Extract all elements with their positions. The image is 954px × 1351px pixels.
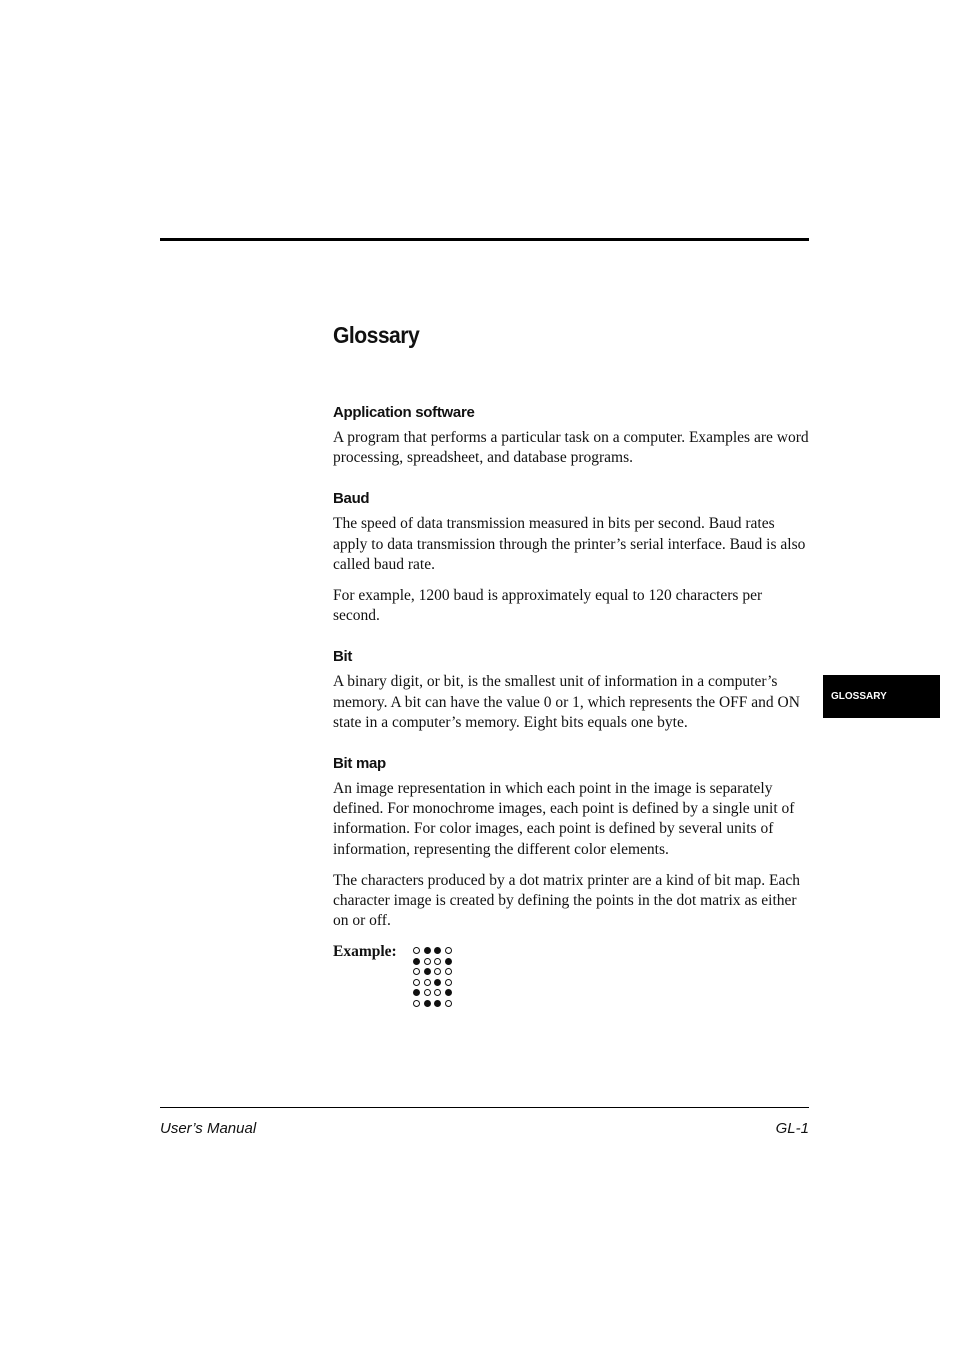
dot-off	[445, 979, 452, 986]
dot-off	[413, 947, 420, 954]
header-rule	[160, 238, 809, 241]
dot-on	[434, 947, 441, 954]
dot-on	[445, 989, 452, 996]
entry-term: Baud	[333, 490, 370, 508]
glossary-entry-bit	[333, 646, 811, 733]
entry-definition: A program that performs a particular task on a computer. Examples are word processing, spreadsheet, and database programs.	[333, 429, 809, 467]
dot-off	[445, 1000, 452, 1007]
dot-on	[445, 958, 452, 965]
entry-term: Bit map	[333, 755, 386, 773]
entry-definition: The speed of data transmission measured in bits per second. Baud rates apply to data transmission through the printer’s serial interface. Baud is also called baud rate.	[333, 515, 806, 573]
glossary-entry-baud	[333, 488, 811, 626]
glossary-content	[333, 402, 811, 1030]
dot-on	[434, 979, 441, 986]
dot-on	[424, 968, 431, 975]
example-row	[333, 942, 811, 1010]
dot-off	[434, 989, 441, 996]
section-tab-glossary: GLOSSARY	[823, 675, 940, 718]
dot-off	[413, 979, 420, 986]
dot-on	[424, 947, 431, 954]
footer-manual-title: User’s Manual	[160, 1120, 257, 1137]
entry-term: Bit	[333, 648, 353, 666]
entry-term: Application software	[333, 404, 475, 421]
dot-off	[424, 979, 431, 986]
entry-definition: A binary digit, or bit, is the smallest unit of information in a computer’s memory. A bit can have the value 0 or 1, which represents the OFF and ON state in a computer’s memory. Eight bits equals one byte.	[333, 673, 800, 731]
dot-on	[413, 989, 420, 996]
dot-off	[413, 1000, 420, 1007]
glossary-entry-bit-map	[333, 753, 811, 1010]
dot-off	[434, 958, 441, 965]
entry-definition: An image representation in which each point in the image is separately defined. For monochrome images, each point is defined by a single unit of information. For color images, each point is defined by several units of information, representing the different color elements.	[333, 780, 795, 858]
dot-off	[413, 968, 420, 975]
glossary-entry-application-software	[333, 402, 811, 468]
dot-off	[424, 989, 431, 996]
footer-rule	[160, 1107, 809, 1108]
dot-off	[434, 968, 441, 975]
dot-off	[445, 968, 452, 975]
footer-page-number: GL-1	[775, 1120, 809, 1137]
page-title: Glossary	[333, 322, 420, 348]
example-label: Example:	[333, 943, 397, 961]
entry-definition: The characters produced by a dot matrix printer are a kind of bit map. Each character image is created by defining the points in the dot matrix as either on or off.	[333, 871, 800, 930]
dot-on	[413, 958, 420, 965]
dot-off	[445, 947, 452, 954]
dot-on	[434, 1000, 441, 1007]
dot-off	[424, 958, 431, 965]
dot-on	[424, 1000, 431, 1007]
dot-matrix-figure	[413, 947, 456, 1010]
entry-definition: For example, 1200 baud is approximately equal to 120 characters per second.	[333, 587, 763, 625]
